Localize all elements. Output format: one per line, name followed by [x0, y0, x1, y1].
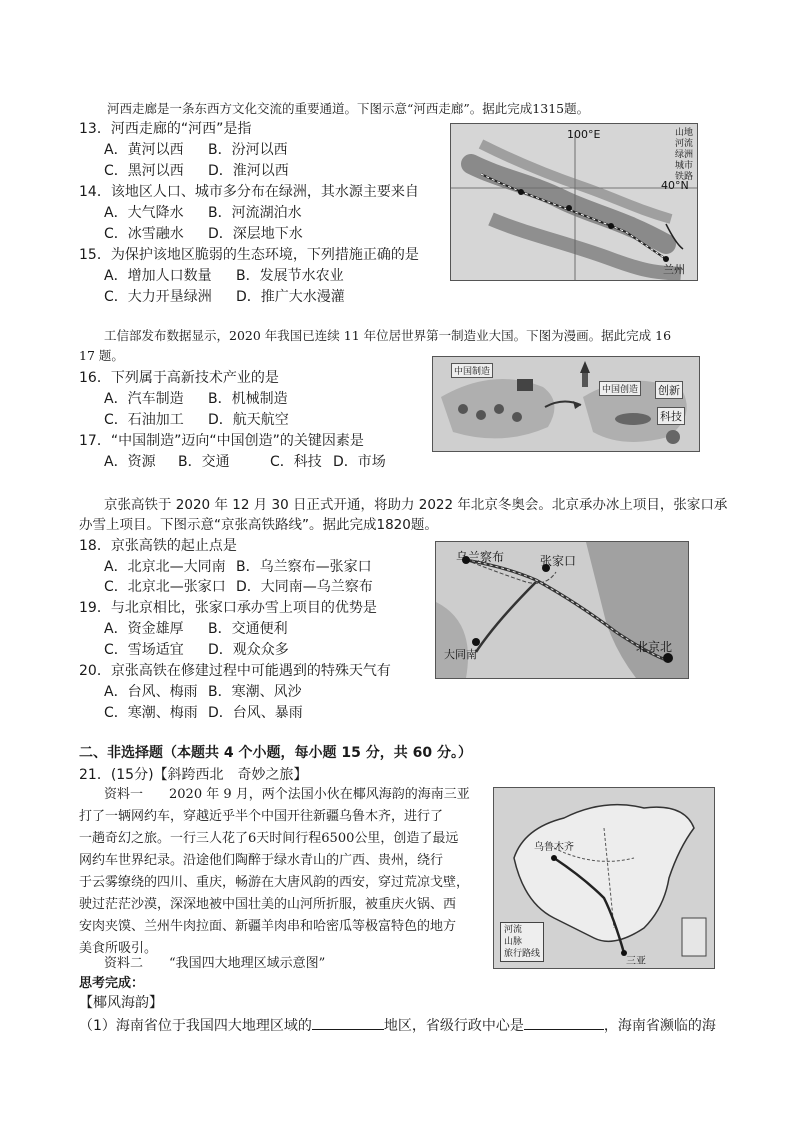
- q18-stem: 18．京张高铁的起止点是: [79, 538, 237, 554]
- legend-mountain-range: 山脉: [504, 937, 523, 947]
- q13-stem: 13．河西走廊的“河西”是指: [79, 121, 252, 137]
- q15-option-c[interactable]: C．大力开垦绿洲: [104, 289, 212, 305]
- q21-1-text: [79, 1015, 716, 1035]
- q13-option-a[interactable]: A．黄河以西: [104, 142, 184, 158]
- q19-option-b[interactable]: B．交通便利: [208, 621, 288, 637]
- q15-option-d[interactable]: D．推广大水漫灌: [236, 289, 345, 305]
- q19-option-d[interactable]: D．观众众多: [208, 642, 289, 658]
- q17-option-b[interactable]: B．交通: [178, 454, 230, 470]
- q14-option-c[interactable]: C．冰雪融水: [104, 226, 184, 242]
- q18-option-d[interactable]: D．大同南—乌兰察布: [236, 579, 373, 595]
- q20-stem: 20．京张高铁在修建过程中可能遇到的特殊天气有: [79, 663, 391, 679]
- material1-line1: 资料一 2020 年 9 月，两个法国小伙在椰风海韵的海南三亚: [104, 787, 470, 802]
- china-map-legend: [500, 922, 544, 962]
- subsection-title: 【椰风海韵】: [79, 995, 163, 1011]
- q19-option-a[interactable]: A．资金雄厚: [104, 621, 184, 637]
- q18-option-c[interactable]: C．北京北—张家口: [104, 579, 226, 595]
- capital-answer-blank[interactable]: [524, 1015, 604, 1030]
- legend-river: 河流: [675, 139, 694, 149]
- legend-travel-route: 旅行路线: [504, 949, 541, 959]
- china-map-city-sanya: 三亚: [626, 956, 646, 967]
- comic-tag-technology: 科技: [657, 407, 685, 425]
- material1-line7: 安肉夹馍、兰州牛肉拉面、新疆羊肉串和哈密瓜等极富特色的地方: [79, 919, 457, 934]
- group3-intro-line1: 京张高铁于 2020 年 12 月 30 日正式开通，将助力 2022 年北京冬奥会。北京承办冰上项目，张家口承: [104, 497, 728, 513]
- q14-option-d[interactable]: D．深层地下水: [208, 226, 303, 242]
- legend-city: 城市: [675, 161, 694, 171]
- think-heading: 思考完成：: [79, 976, 145, 991]
- hexi-longitude-label: 100°E: [567, 128, 601, 141]
- q16-option-d[interactable]: D．航天航空: [208, 412, 289, 428]
- hexi-latitude-label: 40°N: [661, 179, 689, 192]
- q13-option-c[interactable]: C．黑河以西: [104, 163, 184, 179]
- q19-option-c[interactable]: C．雪场适宜: [104, 642, 184, 658]
- region-answer-blank[interactable]: [312, 1015, 384, 1030]
- hexi-map-legend: [675, 128, 695, 183]
- manufacturing-comic: [432, 356, 700, 452]
- material2-caption: 资料二 “我国四大地理区域示意图”: [104, 956, 326, 971]
- hexi-city-lanzhou: 兰州: [663, 263, 685, 276]
- q14-option-b[interactable]: B．河流湖泊水: [208, 205, 302, 221]
- q21-1-text-b: 地区，省级行政中心是: [383, 1018, 524, 1034]
- q13-option-b[interactable]: B．汾河以西: [208, 142, 288, 158]
- material1-line4: 网约车世界纪录。沿途他们陶醉于绿水青山的广西、贵州，绕行: [79, 853, 444, 868]
- group3-intro-line2: 办雪上项目。下图示意“京张高铁路线”。据此完成1820题。: [79, 517, 438, 533]
- railway-city-zhangjiakou: 张家口: [540, 554, 577, 568]
- material1-line6: 驶过茫茫沙漠，深深地被中国壮美的山河所折服，被重庆火锅、西: [79, 897, 457, 912]
- legend-river-line: 河流: [504, 925, 523, 935]
- q21-1-text-c: ，海南省濒临的海: [603, 1018, 716, 1034]
- comic-tag-innovation: 创新: [655, 381, 683, 399]
- china-regions-map: [493, 787, 715, 969]
- q21-title: 21．(15分)【斜跨西北 奇妙之旅】: [79, 767, 308, 783]
- comic-label-created-in-china: 中国创造: [599, 381, 641, 396]
- railway-city-beijingbei: 北京北: [636, 640, 673, 654]
- q19-stem: 19．与北京相比，张家口承办雪上项目的优势是: [79, 600, 377, 616]
- q17-option-d[interactable]: D．市场: [333, 454, 386, 470]
- q17-option-c[interactable]: C．科技: [270, 454, 322, 470]
- q20-option-a[interactable]: A．台风、梅雨: [104, 684, 198, 700]
- q14-option-a[interactable]: A．大气降水: [104, 205, 184, 221]
- railway-city-datongnan: 大同南: [444, 648, 477, 661]
- railway-city-wulanchabu: 乌兰察布: [456, 550, 505, 564]
- q13-option-d[interactable]: D．淮河以西: [208, 163, 289, 179]
- group1-intro: 河西走廊是一条东西方文化交流的重要通道。下图示意“河西走廊”。据此完成1315题。: [107, 101, 590, 116]
- group2-intro-line2: 17 题。: [79, 348, 124, 363]
- legend-oasis: 绿洲: [675, 150, 694, 160]
- china-map-city-urumqi: 乌鲁木齐: [534, 842, 574, 853]
- material1-line2: 打了一辆网约车，穿越近乎半个中国开往新疆乌鲁木齐，进行了: [79, 809, 444, 824]
- q20-option-c[interactable]: C．寒潮、梅雨: [104, 705, 198, 721]
- part2-heading: 二、非选择题（本题共 4 个小题，每小题 15 分，共 60 分。）: [79, 745, 472, 761]
- legend-mountain: 山地: [675, 128, 694, 138]
- q20-option-b[interactable]: B．寒潮、风沙: [208, 684, 302, 700]
- q18-option-b[interactable]: B．乌兰察布—张家口: [236, 559, 372, 575]
- comic-label-made-in-china: 中国制造: [451, 363, 493, 378]
- q16-option-b[interactable]: B．机械制造: [208, 391, 288, 407]
- q17-stem: 17．“中国制造”迈向“中国创造”的关键因素是: [79, 433, 364, 449]
- q15-option-a[interactable]: A．增加人口数量: [104, 268, 212, 284]
- hexi-map-graphic: [451, 124, 697, 280]
- q21-1-text-a: （1）海南省位于我国四大地理区域的: [79, 1018, 312, 1034]
- q15-option-b[interactable]: B．发展节水农业: [236, 268, 344, 284]
- group2-intro-line1: 工信部发布数据显示，2020 年我国已连续 11 年位居世界第一制造业大国。下图为漫画。据此完成 16: [104, 328, 672, 343]
- q16-stem: 16．下列属于高新技术产业的是: [79, 370, 279, 386]
- q18-option-a[interactable]: A．北京北—大同南: [104, 559, 226, 575]
- q14-stem: 14．该地区人口、城市多分布在绿洲，其水源主要来自: [79, 184, 419, 200]
- material1-line8: 美食所吸引。: [79, 941, 158, 956]
- q16-option-a[interactable]: A．汽车制造: [104, 391, 184, 407]
- hexi-corridor-map: [450, 123, 698, 281]
- jingzhang-railway-map: [435, 541, 689, 679]
- material1-line3: 一趟奇幻之旅。一行三人花了6天时间行程6500公里，创造了最远: [79, 831, 459, 846]
- legend-railway: 铁路: [675, 172, 694, 182]
- q16-option-c[interactable]: C．石油加工: [104, 412, 184, 428]
- q20-option-d[interactable]: D．台风、暴雨: [208, 705, 303, 721]
- q17-option-a[interactable]: A．资源: [104, 454, 156, 470]
- q15-stem: 15．为保护该地区脆弱的生态环境，下列措施正确的是: [79, 247, 419, 263]
- material1-line5: 于云雾缭绕的四川、重庆，畅游在大唐风韵的西安，穿过荒凉戈壁，: [79, 875, 470, 890]
